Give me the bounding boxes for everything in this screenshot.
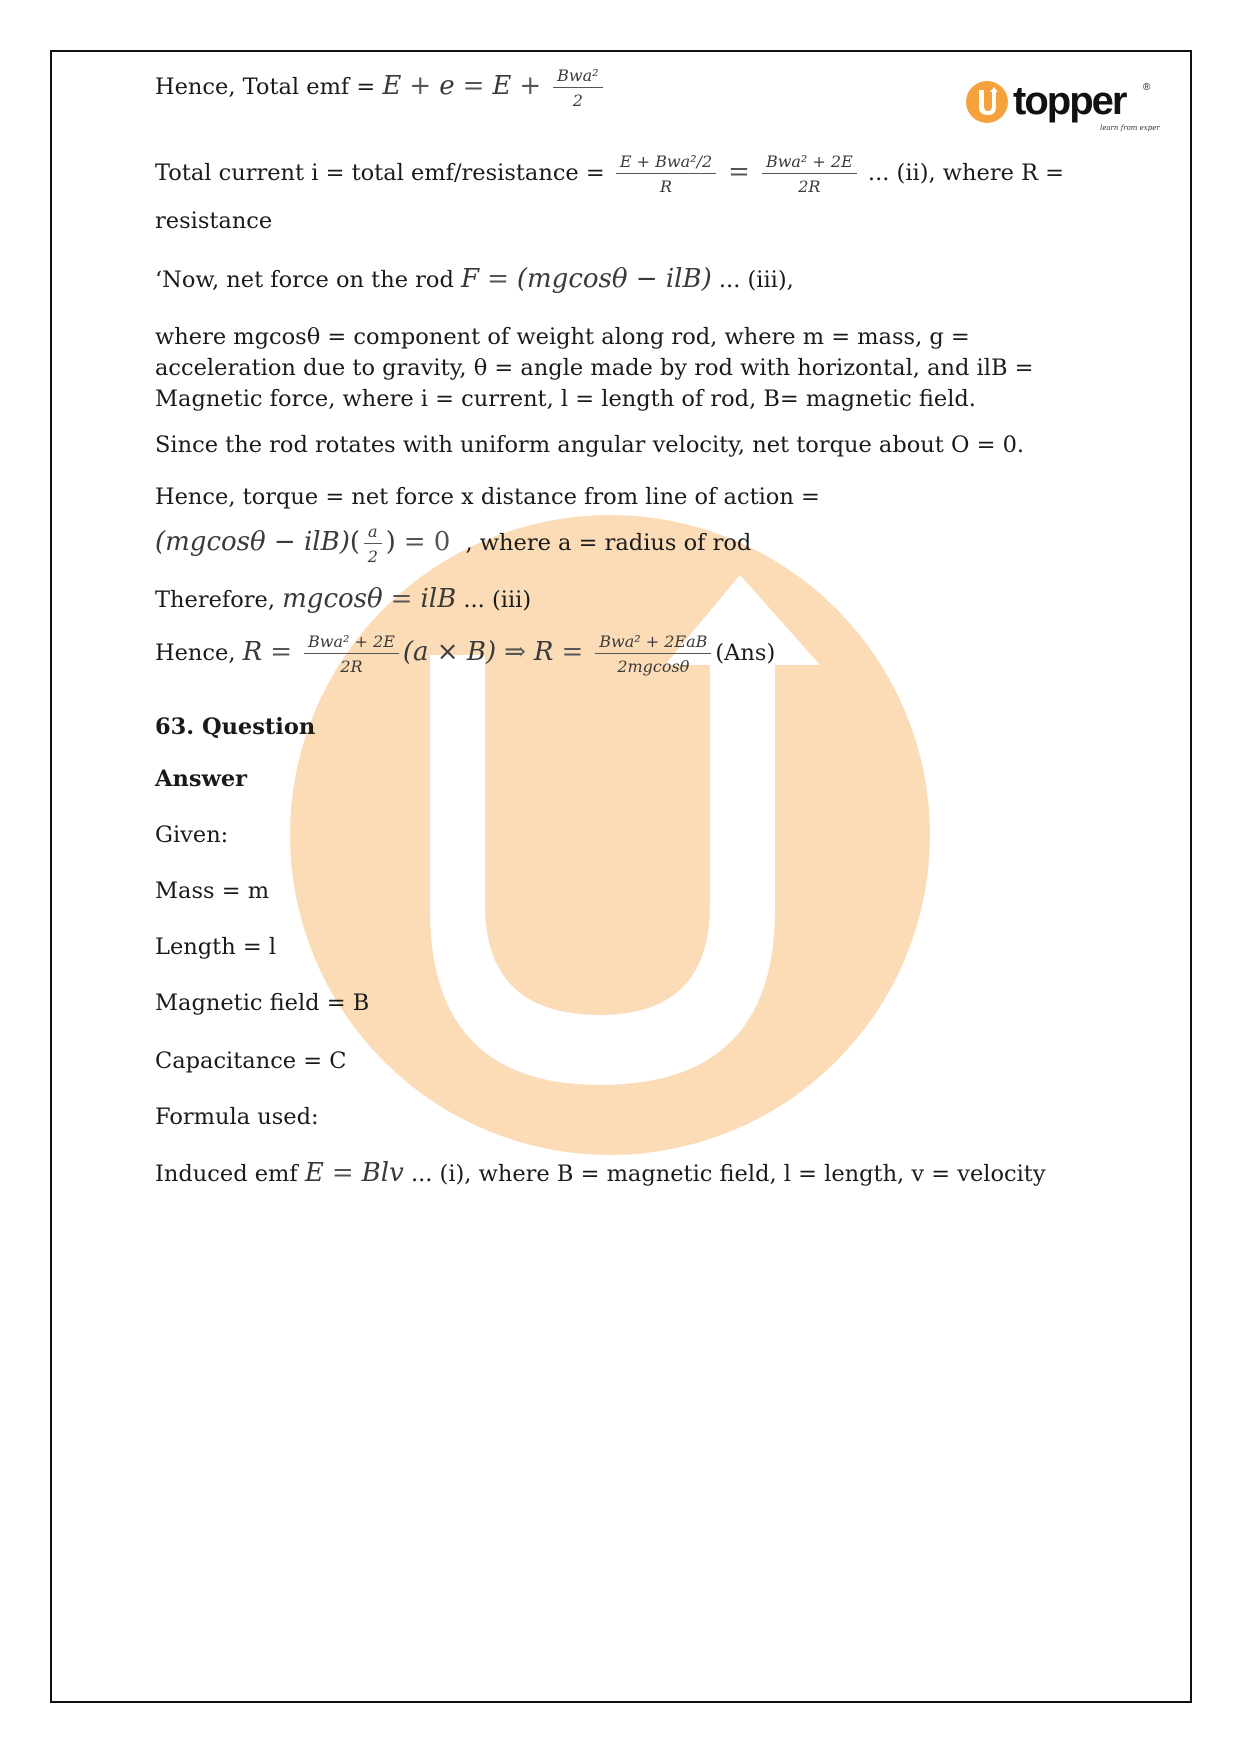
magnetic-field-line: Magnetic field = B <box>155 990 370 1016</box>
math-op: = <box>390 584 413 614</box>
fraction <box>616 152 716 196</box>
math-op: = <box>462 71 485 102</box>
torque-line: Hence, torque = net force x distance from line of action = <box>155 484 820 510</box>
torque-intro-line: Since the rod rotates with uniform angular velocity, net torque about O = 0. <box>155 432 1025 458</box>
math-e: e <box>439 71 455 102</box>
torque-suffix: , where a = radius of rod <box>458 530 752 557</box>
math-op: ⇒ <box>504 637 526 668</box>
total-current-suffix: ... (ii), where R = <box>860 160 1065 187</box>
fraction-numerator: Bwa² <box>553 66 602 88</box>
where-paragraph: where mgcosθ = component of weight along rod, where m = mass, g = acceleration due to gravity, θ = angle made by rod with horizontal, and ilB = Magnetic force, where i = current, l = length of rod, B= magnetic field. <box>155 324 1034 412</box>
math-E: E <box>304 1158 324 1188</box>
math-expression: ilB <box>420 584 457 614</box>
math-op: = 0 <box>403 527 451 558</box>
hence-suffix: (Ans) <box>715 640 776 667</box>
total-current-line <box>155 152 1064 196</box>
therefore-suffix: ... (iii) <box>456 587 532 613</box>
hence-label: Hence, <box>155 640 243 667</box>
therefore-label: Therefore, <box>155 587 283 613</box>
induced-emf-label: Induced emf <box>155 1161 305 1187</box>
math-paren: ) <box>385 527 396 558</box>
fraction-numerator: Bwa² + 2E <box>304 632 399 654</box>
topper-tagline: learn from experts <box>1100 124 1160 132</box>
hence-r-line <box>155 632 775 676</box>
formula-used-label: Formula used: <box>155 1104 319 1130</box>
math-op: + <box>409 71 432 102</box>
net-force-label: ‘Now, net force on the rod <box>155 267 462 293</box>
math-op: = <box>728 157 750 188</box>
math-op: = <box>487 264 509 294</box>
total-emf-label: Hence, Total emf = <box>155 74 383 101</box>
net-force-suffix: ... (iii), <box>711 267 794 293</box>
math-op: = <box>561 637 584 668</box>
fraction <box>364 522 382 566</box>
fraction <box>762 152 857 196</box>
math-E: E <box>492 71 512 102</box>
fraction-denominator: 2 <box>367 547 378 567</box>
math-expression: (mgcosθ − ilB) <box>516 264 712 294</box>
fraction <box>553 66 602 110</box>
fraction-denominator: 2 <box>572 91 583 111</box>
fraction-numerator: a <box>364 522 382 544</box>
fraction-denominator: 2R <box>798 177 821 197</box>
capacitance-line: Capacitance = C <box>155 1048 347 1074</box>
math-expression: Blv <box>361 1158 404 1188</box>
given-label: Given: <box>155 822 229 848</box>
topper-logo-icon <box>965 78 1160 138</box>
math-expression: (mgcosθ − ilB) <box>155 527 350 558</box>
fraction-numerator: Bwa² + 2EaB <box>595 632 711 654</box>
math-op: = <box>331 1158 354 1188</box>
net-force-line <box>155 262 794 297</box>
torque-expression-line <box>155 522 751 566</box>
math-E: E <box>382 71 402 102</box>
answer-heading: Answer <box>155 766 248 792</box>
total-current-label: Total current i = total emf/resistance = <box>155 160 612 187</box>
mass-line: Mass = m <box>155 878 270 904</box>
total-emf-line <box>155 66 607 110</box>
math-op: = <box>270 637 293 668</box>
resistance-line: resistance <box>155 208 273 234</box>
math-R: R <box>533 637 554 668</box>
induced-emf-line <box>155 1156 1046 1191</box>
fraction <box>304 632 399 676</box>
fraction-numerator: E + Bwa²/2 <box>616 152 716 174</box>
length-line: Length = l <box>155 934 277 960</box>
math-expression: (a × B) <box>402 637 497 668</box>
fraction-denominator: R <box>660 177 673 197</box>
topper-wordmark: topper <box>1013 79 1126 123</box>
fraction-denominator: 2mgcosθ <box>617 657 690 677</box>
induced-emf-suffix: ... (i), where B = magnetic field, l = length, v = velocity <box>403 1161 1046 1187</box>
math-F: F <box>461 264 480 294</box>
question-heading: 63. Question <box>155 714 316 740</box>
therefore-line <box>155 582 531 617</box>
math-expression: mgcosθ <box>282 584 383 614</box>
fraction <box>595 632 711 676</box>
math-paren: ( <box>349 527 361 558</box>
math-R: R <box>242 637 263 668</box>
fraction-denominator: 2R <box>340 657 363 677</box>
fraction-numerator: Bwa² + 2E <box>762 152 857 174</box>
math-op: + <box>519 71 542 102</box>
topper-logo <box>965 78 1160 138</box>
registered-mark: ® <box>1143 82 1151 93</box>
